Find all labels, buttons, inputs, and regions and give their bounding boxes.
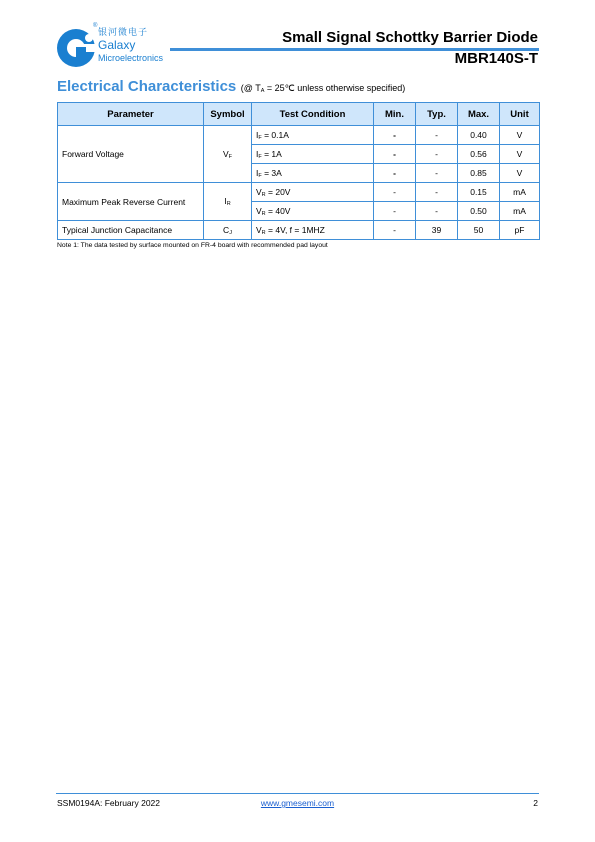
header-max: Max.	[458, 103, 500, 126]
symbol-vf: $V_F$	[204, 126, 252, 183]
document-title: Small Signal Schottky Barrier Diode	[282, 29, 538, 46]
typ-value: -	[416, 183, 458, 202]
header-symbol: Symbol	[204, 103, 252, 126]
unit-value: pF	[500, 221, 540, 240]
section-title: Electrical Characteristics	[57, 78, 237, 95]
galaxy-g-logo-icon	[56, 28, 96, 68]
min-value: -	[374, 202, 416, 221]
table-row	[58, 221, 540, 240]
header-parameter: Parameter	[58, 103, 204, 126]
test-condition: $I_F = 1A$	[252, 145, 374, 164]
min-value: -	[374, 164, 416, 183]
header-min: Min.	[374, 103, 416, 126]
table-header-row	[58, 103, 540, 126]
logo-sub-text: Microelectronics	[98, 53, 164, 63]
logo-brand-text: Galaxy	[98, 38, 136, 52]
footer-doc-id: SSM0194A: February 2022	[57, 798, 161, 808]
footer-website	[0, 798, 595, 808]
typ-value: 39	[416, 221, 458, 240]
part-number: MBR140S-T	[454, 50, 538, 67]
min-value: -	[374, 126, 416, 145]
test-condition: $I_F = 0.1A$	[252, 126, 374, 145]
typ-value: -	[416, 145, 458, 164]
test-condition: $V_R = 4V$, f = 1MHZ	[252, 221, 374, 240]
max-value: 0.56	[458, 145, 500, 164]
test-condition: $V_R = 20V$	[252, 183, 374, 202]
max-value: 0.15	[458, 183, 500, 202]
typ-value: -	[416, 164, 458, 183]
param-forward-voltage: Forward Voltage	[58, 126, 204, 183]
section-heading	[57, 78, 405, 96]
max-value: 0.85	[458, 164, 500, 183]
unit-value: mA	[500, 202, 540, 221]
registered-mark: ®	[93, 23, 98, 29]
unit-value: V	[500, 126, 540, 145]
header-typ: Typ.	[416, 103, 458, 126]
max-value: 50	[458, 221, 500, 240]
header-test-condition: Test Condition	[252, 103, 374, 126]
table-row	[58, 126, 540, 145]
param-reverse-current: Maximum Peak Reverse Current	[58, 183, 204, 221]
test-condition: $I_F = 3A$	[252, 164, 374, 183]
section-condition: (@ $T_A$ = 25℃ unless otherwise specified)	[240, 83, 406, 94]
table-row	[58, 183, 540, 202]
unit-value: V	[500, 145, 540, 164]
symbol-cj: $C_J$	[204, 221, 252, 240]
max-value: 0.50	[458, 202, 500, 221]
min-value: -	[374, 221, 416, 240]
website-link[interactable]: www.gmesemi.com	[260, 798, 335, 808]
logo-chinese-text: 银河微电子	[98, 27, 149, 37]
max-value: 0.40	[458, 126, 500, 145]
param-junction-capacitance: Typical Junction Capacitance	[58, 221, 204, 240]
typ-value: -	[416, 126, 458, 145]
unit-value: mA	[500, 183, 540, 202]
symbol-ir: $I_R$	[204, 183, 252, 221]
table-note: Note 1: The data tested by surface mounted on FR-4 board with recommended pad layout	[57, 242, 328, 249]
unit-value: V	[500, 164, 540, 183]
company-logo	[56, 24, 176, 66]
min-value: -	[374, 145, 416, 164]
page-number: 2	[533, 798, 538, 808]
min-value: -	[374, 183, 416, 202]
typ-value: -	[416, 202, 458, 221]
electrical-characteristics-table	[57, 102, 540, 240]
footer-divider	[56, 793, 539, 794]
header-unit: Unit	[500, 103, 540, 126]
test-condition: $V_R = 40V$	[252, 202, 374, 221]
